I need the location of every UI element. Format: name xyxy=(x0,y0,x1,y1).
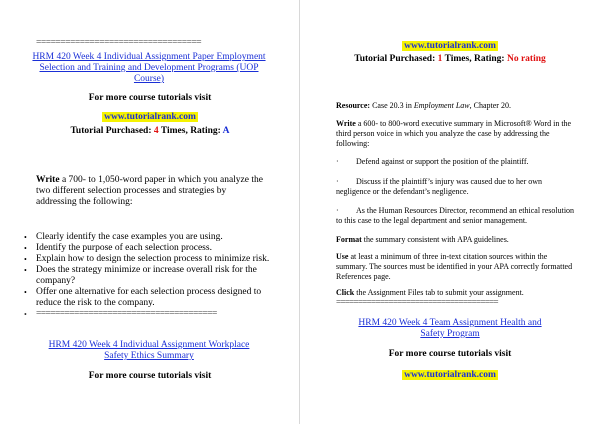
list-item: • ====================================== xyxy=(36,309,272,320)
site-link[interactable]: www.tutorialrank.com xyxy=(104,112,196,122)
more-tutorials-text: For more course tutorials visit xyxy=(88,93,212,103)
rating-value: No rating xyxy=(506,54,546,64)
list-item: · Discuss if the plaintiff’s injury was caused due to her own negligence or the defendant’s negligence. xyxy=(336,177,543,196)
course-title-link-2[interactable]: HRM 420 Week 4 Individual Assignment Workplace Safety Ethics Summary xyxy=(48,340,250,361)
separator-rule: ===================================== xyxy=(336,297,498,307)
list-item: • Identify the purpose of each selection process. xyxy=(36,243,272,254)
list-item: · As the Human Resources Director, recommend an ethical resolution to this case to the legal department and senior management. xyxy=(336,206,575,225)
separator-rule: ================================== xyxy=(36,38,202,48)
course-title-link-3[interactable]: HRM 420 Week 4 Team Assignment Health and Safety Program xyxy=(358,318,542,339)
requirements-list xyxy=(22,232,272,320)
list-item: • Clearly identify the case examples you are using. xyxy=(36,232,272,243)
format-line: Format the summary consistent with APA guidelines. xyxy=(336,235,509,244)
list-item: • Offer one alternative for each selection process designed to reduce the risk to the company. xyxy=(36,287,272,309)
use-line: Use at least a minimum of three in-text citation sources within the summary. The sources must be identified in your APA correctly formatted References page. xyxy=(336,252,573,281)
write-instructions: Write a 600- to 800-word executive summary in Microsoft® Word in the third person voice in which you analyze the case by addressing the following: xyxy=(336,119,572,148)
click-line: Click the Assignment Files tab to submit your assignment. xyxy=(336,288,524,297)
tutorial-purchased-line: Tutorial Purchased: 4 Times, Rating: A xyxy=(70,126,230,136)
more-tutorials-text-2: For more course tutorials visit xyxy=(88,371,212,381)
more-tutorials-text-3: For more course tutorials visit xyxy=(388,349,512,359)
resource-line: Resource: Case 20.3 in Employment Law, Chapter 20. xyxy=(336,101,511,110)
site-link[interactable]: www.tutorialrank.com xyxy=(404,370,496,380)
tutorial-purchased-line: Tutorial Purchased: 1 Times, Rating: No rating xyxy=(354,54,546,64)
course-title-link-1[interactable]: HRM 420 Week 4 Individual Assignment Paper Employment Selection and Training and Development Programs (UOP Course) xyxy=(32,52,266,84)
site-link[interactable]: www.tutorialrank.com xyxy=(404,41,496,51)
list-item: · Defend against or support the position of the plaintiff. xyxy=(336,157,529,166)
purchase-count: 1 xyxy=(437,54,443,64)
list-item: • Explain how to design the selection process to minimize risk. xyxy=(36,254,272,265)
right-page xyxy=(300,0,600,424)
rating-value: A xyxy=(222,126,230,136)
write-instructions: Write a 700- to 1,050-word paper in which you analyze the two different selection processes and strategies by addressing the following: xyxy=(36,175,263,207)
purchase-count: 4 xyxy=(153,126,159,136)
list-item: • Does the strategy minimize or increase overall risk for the company? xyxy=(36,265,272,287)
